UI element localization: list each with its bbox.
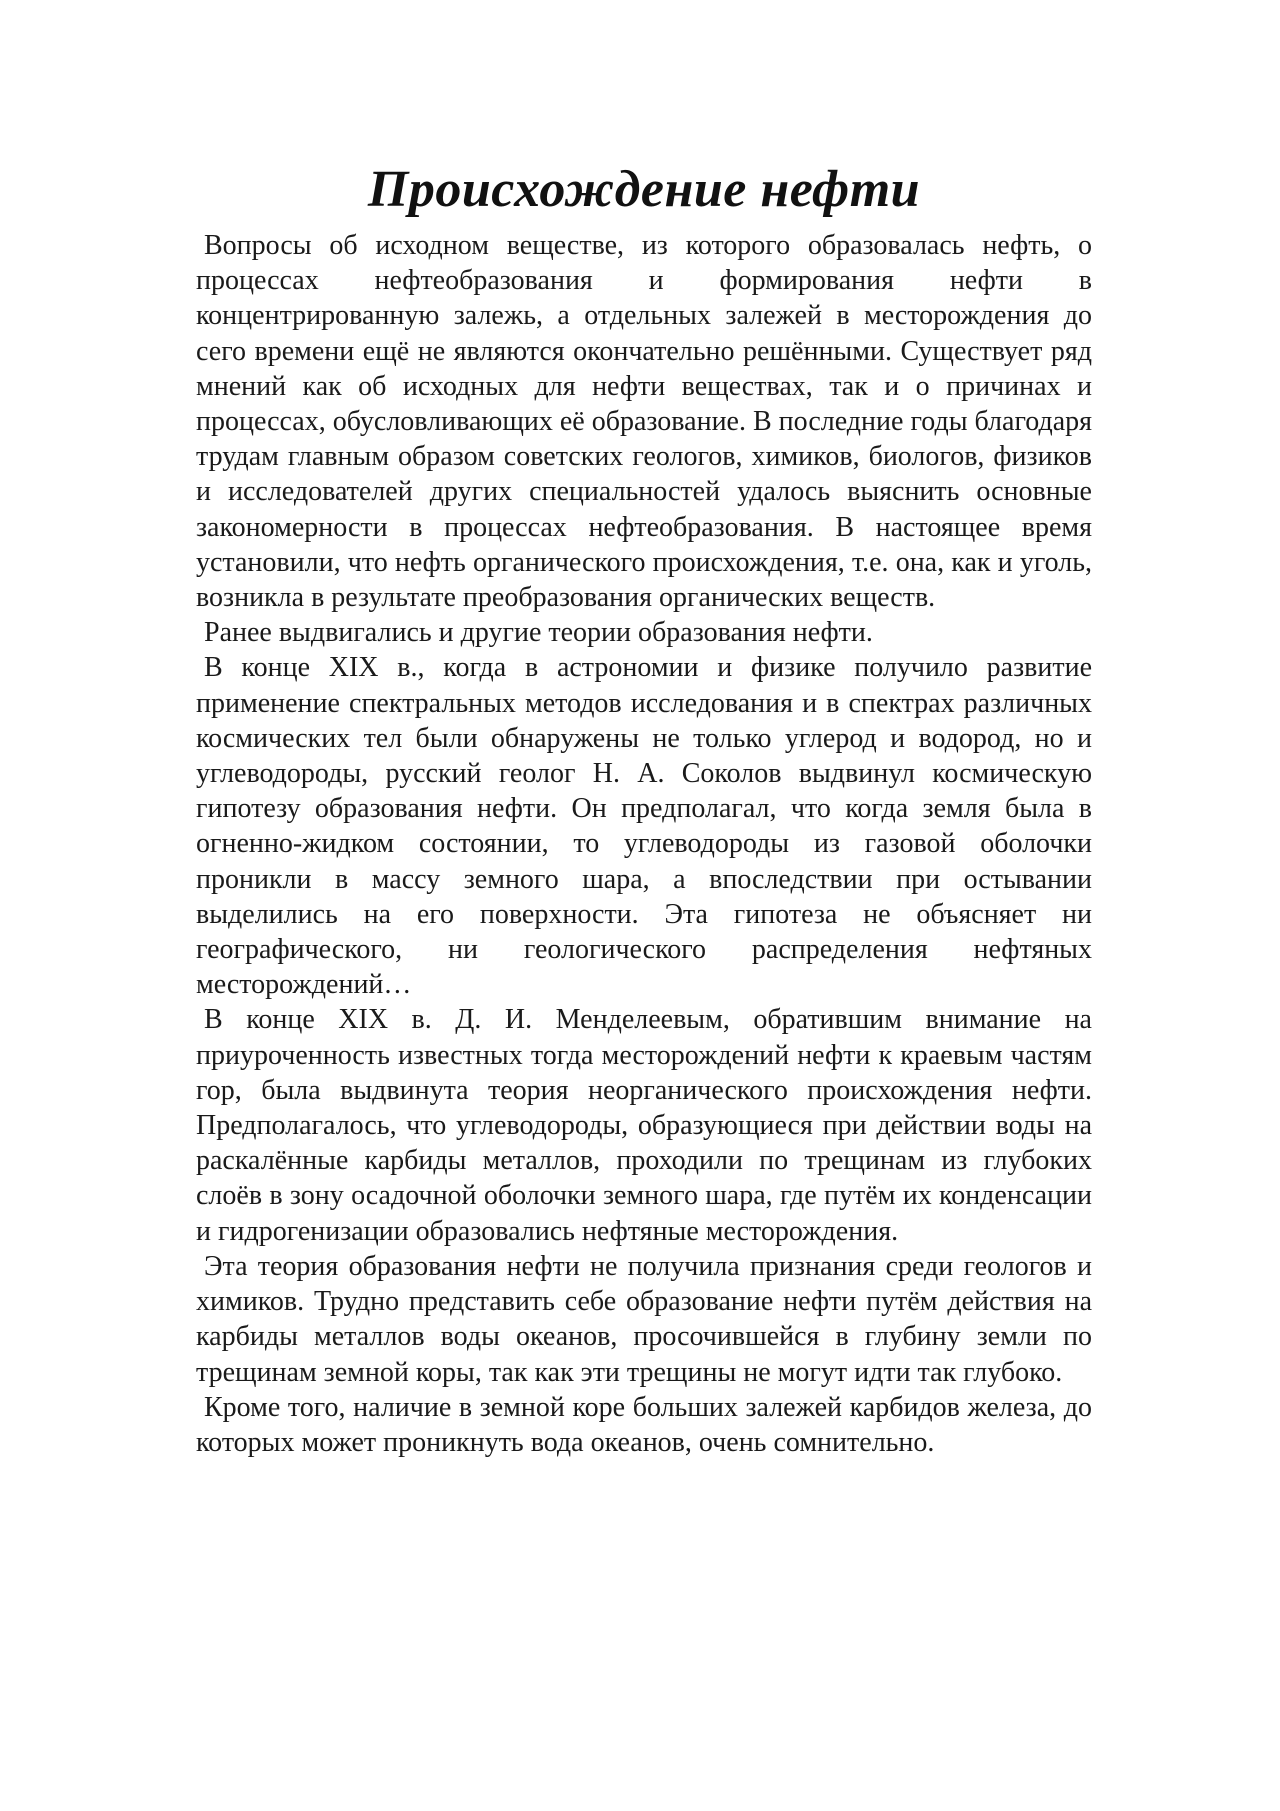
paragraph-theory-rejected: Эта теория образования нефти не получила признания среди геологов и химиков. Трудно представить себе образование нефти путём действия на карбиды металлов воды океанов, просочившейся в глубину земли по трещинам земной коры, так как эти трещины не могут идти так глубоко. <box>196 1250 1092 1388</box>
paragraph-carbides-doubt: Кроме того, наличие в земной коре больших залежей карбидов железа, до которых может проникнуть вода океанов, очень сомнительно. <box>196 1391 1092 1458</box>
paragraph-origin-questions: Вопросы об исходном веществе, из которого образовалась нефть, о процессах нефтеобразования и формирования нефти в концентрированную залежь, а отдельных залежей в месторождения до сего времени ещё не являются окончательно решёнными. Существует ряд мнений как об исходных для нефти веществах, так и о причинах и процессах, обусловливающих её образование. В последние годы благодаря трудам главным образом советских геологов, химиков, биологов, физиков и исследователей других специальностей удалось выяснить основные закономерности в процессах нефтеобразования. В настоящее время установили, что нефть органического происхождения, т.е. она, как и уголь, возникла в результате преобразования органических веществ. <box>196 230 1092 614</box>
document-title: Происхождение нефти <box>367 161 921 218</box>
paragraph-cosmic-hypothesis: В конце XIX в., когда в астрономии и физике получило развитие применение спектральных методов исследования и в спектрах различных космических тел были обнаружены не только углерод и водород, но и углеводороды, русский геолог Н. А. Соколов выдвинул космическую гипотезу образования нефти. Он предполагал, что когда земля была в огненно-жидком состоянии, то углеводороды из газовой оболочки проникли в массу земного шара, а впоследствии при остывании выделились на его поверхности. Эта гипотеза не объясняет ни географического, ни геологического распределения нефтяных месторождений… <box>196 652 1092 1001</box>
paragraph-other-theories: Ранее выдвигались и другие теории образования нефти. <box>204 617 873 649</box>
document-body <box>196 158 1092 1460</box>
paragraph-inorganic-theory: В конце XIX в. Д. И. Менделеевым, обратившим внимание на приуроченность известных тогда месторождений нефти к краевым частям гор, была выдвинута теория неорганического происхождения нефти. Предполагалось, что углеводороды, образующиеся при действии воды на раскалённые карбиды металлов, проходили по трещинам из глубоких слоёв в зону осадочной оболочки земного шара, где путём их конденсации и гидрогенизации образовались нефтяные месторождения. <box>196 1004 1092 1247</box>
